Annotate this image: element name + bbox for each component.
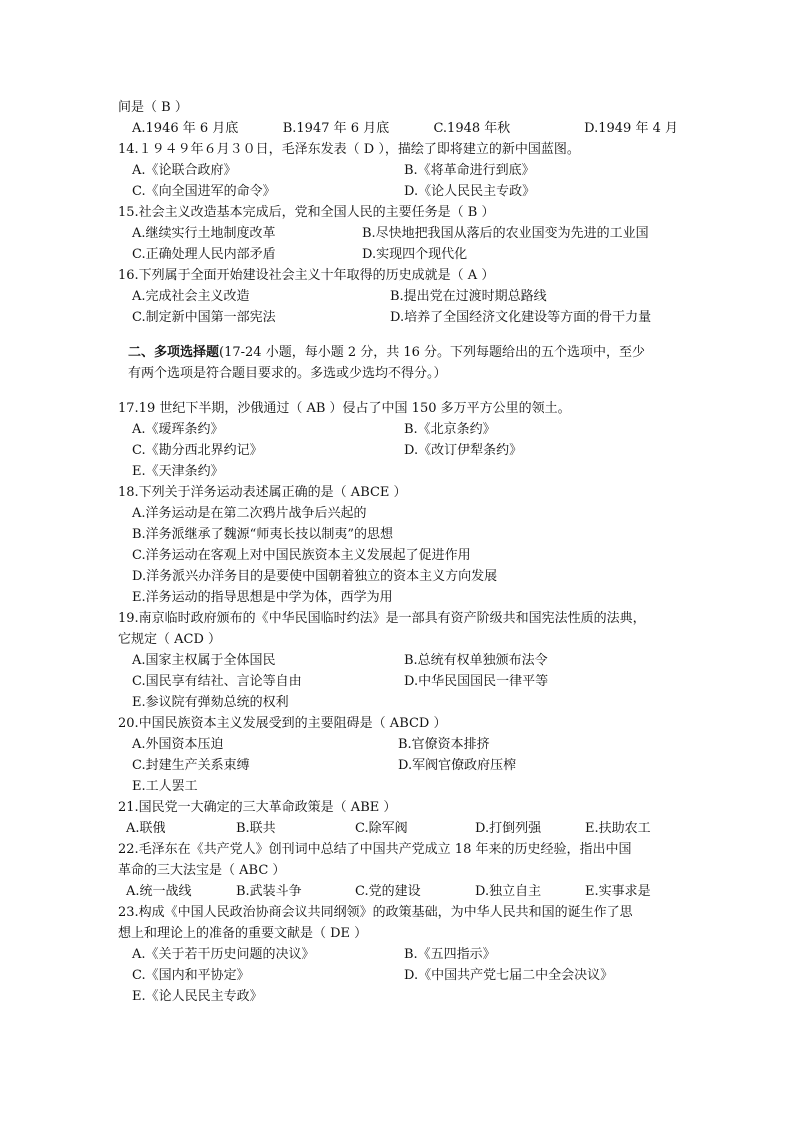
section2-title: 二、多项选择题	[128, 345, 220, 360]
q21-stem: 21.国民党一大确定的三大革命政策是（ ABE ）	[118, 800, 397, 815]
q17-stem: 17.19 世纪下半期，沙俄通过（ AB ）侵占了中国 150 多万平方公里的领土。	[118, 401, 571, 416]
q18-stem: 18.下列关于洋务运动表述属正确的是（ ABCE ）	[118, 485, 407, 500]
q19-stem: 19.南京临时政府颁布的《中华民国临时约法》是一部具有资产阶级共和国宪法性质的法典，	[118, 611, 646, 626]
option: A.完成社会主义改造	[132, 289, 250, 304]
q13-stem-end: 间是（ B ）	[118, 100, 188, 115]
option: C.1948 年秋	[433, 121, 511, 136]
option: B.洋务派继承了魏源“师夷长技以制夷”的思想	[132, 527, 393, 542]
option: A.1946 年 6 月底	[132, 121, 239, 136]
q17-options-row1	[118, 419, 678, 440]
q20-options-row2	[118, 755, 678, 776]
q22-options	[118, 881, 678, 902]
option: D.《中国共产党七届二中全会决议》	[404, 968, 614, 983]
option: D.独立自主	[475, 884, 542, 899]
option: D.打倒列强	[475, 821, 542, 836]
option: C.封建生产关系束缚	[132, 758, 250, 773]
q19-options-row1	[118, 650, 678, 671]
option: B.官僚资本排挤	[398, 737, 490, 752]
q21-options	[118, 818, 678, 839]
q19-options-row2	[118, 671, 678, 692]
option: E.参议院有弹劾总统的权利	[132, 695, 289, 710]
q20-stem: 20.中国民族资本主义发展受到的主要阻碍是（ ABCD ）	[118, 716, 447, 731]
q14-options-row2	[118, 181, 678, 202]
section2-header	[118, 342, 678, 363]
option: C.洋务运动在客观上对中国民族资本主义发展起了促进作用	[132, 548, 471, 563]
option: A.《论联合政府》	[132, 163, 237, 178]
option: E.扶助农工	[585, 821, 651, 836]
option: D.实现四个现代化	[362, 247, 468, 262]
option: D.中华民国国民一律平等	[404, 674, 549, 689]
option: E.《论人民民主专政》	[132, 989, 263, 1004]
q23-options-row1	[118, 944, 678, 965]
option: D.军阀官僚政府压榨	[398, 758, 517, 773]
q15-options-row2	[118, 244, 678, 265]
option: A.继续实行土地制度改革	[132, 226, 276, 241]
option: A.《关于若干历史问题的决议》	[132, 947, 315, 962]
option: B.武装斗争	[236, 884, 302, 899]
option: B.《将革命进行到底》	[404, 163, 535, 178]
option: A.洋务运动是在第二次鸦片战争后兴起的	[132, 506, 367, 521]
option: C.国民享有结社、言论等自由	[132, 674, 302, 689]
q23-stem: 23.构成《中国人民政治协商会议共同纲领》的政策基础，为中华人民共和国的诞生作了思	[118, 905, 633, 920]
option: D.培养了全国经济文化建设等方面的骨干力量	[390, 310, 652, 325]
option: D.《改订伊犁条约》	[404, 443, 523, 458]
option: D.1949 年 4 月	[584, 121, 679, 136]
option: B.1947 年 6 月底	[282, 121, 390, 136]
option: C.《向全国进军的命令》	[132, 184, 276, 199]
option: A.国家主权属于全体国民	[132, 653, 276, 668]
option: B.总统有权单独颁布法令	[404, 653, 548, 668]
option: B.提出党在过渡时期总路线	[390, 289, 547, 304]
option: A.《瑷珲条约》	[132, 422, 224, 437]
option: C.党的建设	[355, 884, 421, 899]
q16-options-row1	[118, 286, 678, 307]
q15-stem: 15.社会主义改造基本完成后，党和全国人民的主要任务是（ B ）	[118, 205, 495, 220]
section2-desc: (17-24 小题，每小题 2 分，共 16 分。下列每题给出的五个选项中，至少	[219, 345, 646, 360]
option: D.洋务派兴办洋务目的是要使中国朝着独立的资本主义方向发展	[132, 569, 498, 584]
q16-stem: 16.下列属于全面开始建设社会主义十年取得的历史成就是（ A ）	[118, 268, 495, 283]
option: C.除军阀	[355, 821, 408, 836]
option: E.洋务运动的指导思想是中学为体，西学为用	[132, 590, 393, 605]
exam-page	[118, 97, 678, 1007]
option: E.实事求是	[585, 884, 651, 899]
q19-stem-cont: 它规定（ ACD ）	[118, 632, 222, 647]
option: C.《国内和平协定》	[132, 968, 250, 983]
q16-options-row2	[118, 307, 678, 328]
option: C.《勘分西北界约记》	[132, 443, 263, 458]
option: B.尽快地把我国从落后的农业国变为先进的工业国	[362, 226, 649, 241]
option: B.联共	[236, 821, 276, 836]
q23-stem-cont: 想上和理论上的准备的重要文献是（ DE ）	[118, 926, 368, 941]
option: E.工人罢工	[132, 779, 198, 794]
section2-desc-cont: 有两个选项是符合题目要求的。多选或少选均不得分。）	[128, 366, 447, 381]
option: C.正确处理人民内部矛盾	[132, 247, 276, 262]
q22-stem: 22.毛泽东在《共产党人》创刊词中总结了中国共产党成立 18 年来的历史经验，指出中国	[118, 842, 632, 857]
option: E.《天津条约》	[132, 464, 224, 479]
option: A.统一战线	[126, 884, 192, 899]
option: A.联俄	[126, 821, 166, 836]
q13-options	[118, 118, 678, 139]
q15-options-row1	[118, 223, 678, 244]
q22-stem-cont: 革命的三大法宝是（ ABC ）	[118, 863, 286, 878]
q17-options-row2	[118, 440, 678, 461]
option: A.外国资本压迫	[132, 737, 224, 752]
option: B.《五四指示》	[404, 947, 496, 962]
option: D.《论人民民主专政》	[404, 184, 536, 199]
option: C.制定新中国第一部宪法	[132, 310, 276, 325]
q23-options-row2	[118, 965, 678, 986]
q14-options-row1	[118, 160, 678, 181]
q20-options-row1	[118, 734, 678, 755]
q14-stem: 14.１９４９年６月３０日，毛泽东发表（ D ），描绘了即将建立的新中国蓝图。	[118, 142, 580, 157]
option: B.《北京条约》	[404, 422, 496, 437]
